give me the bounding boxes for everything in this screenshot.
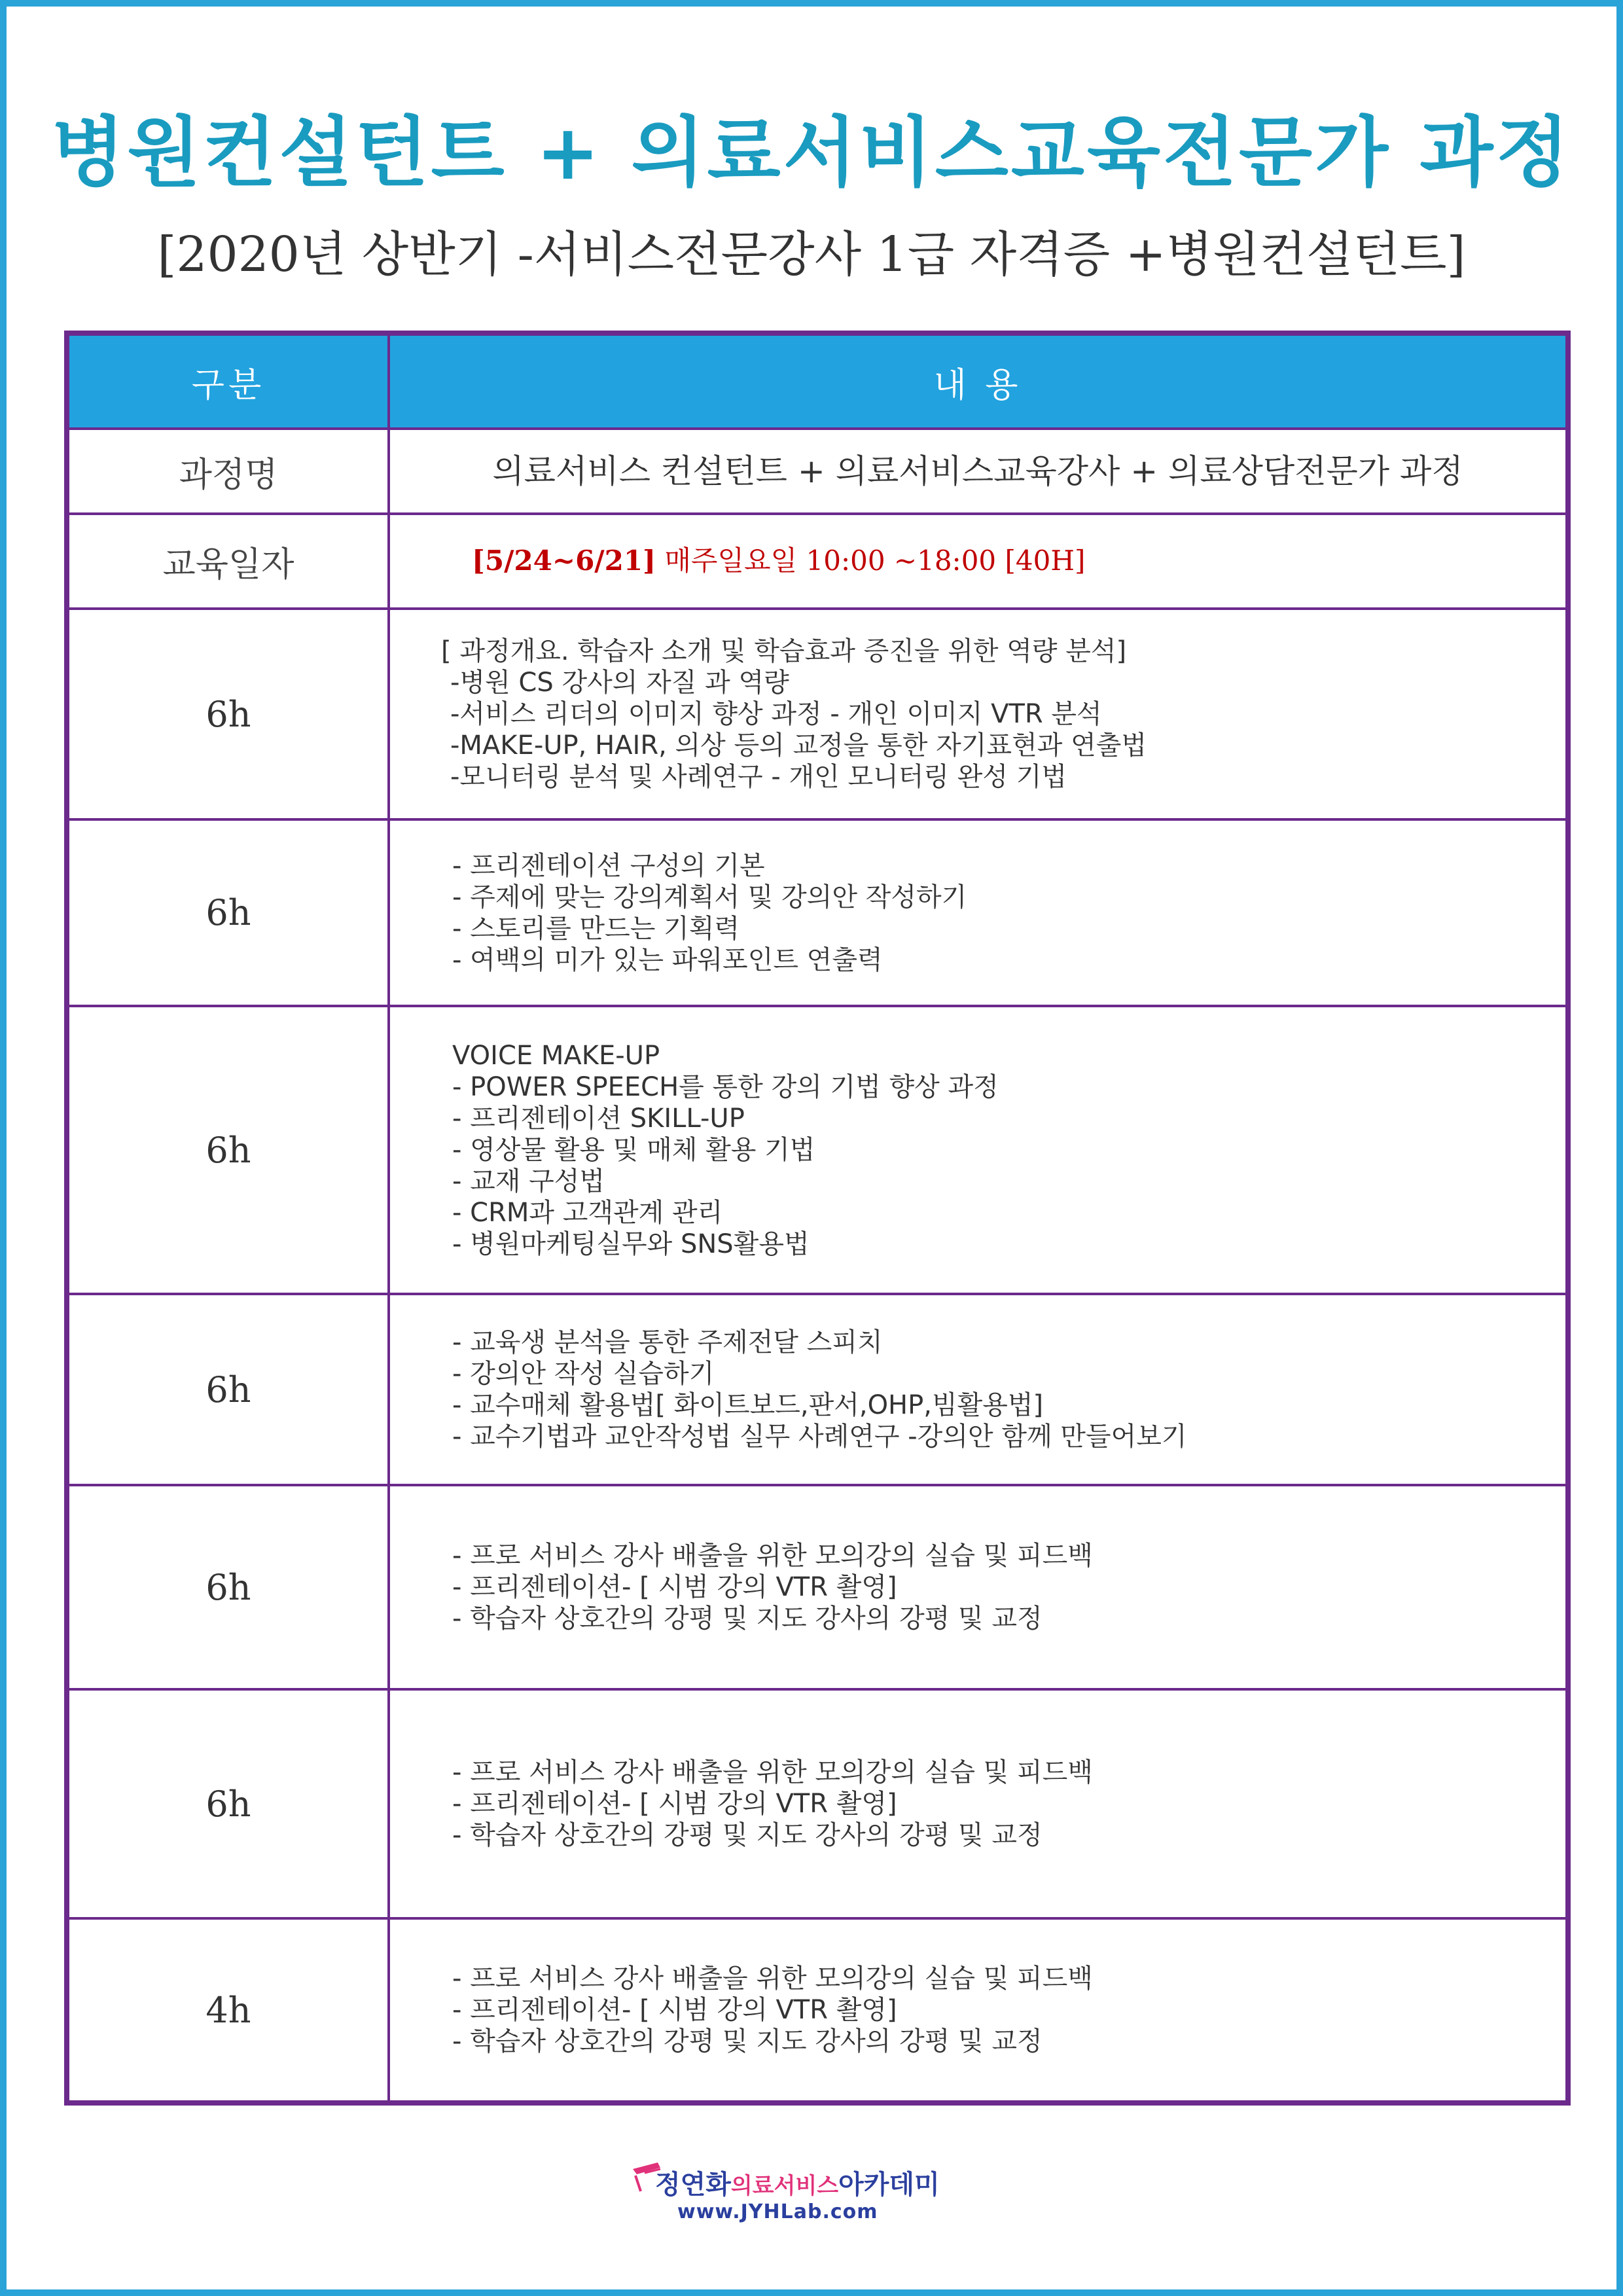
- session-row: [67, 1294, 1568, 1485]
- session-line: -모니터링 분석 및 사례연구 - 개인 모니터링 완성 기법: [450, 762, 1067, 792]
- session-row: [67, 609, 1568, 819]
- session-line: VOICE MAKE-UP: [452, 1041, 660, 1071]
- session-line: - 프로 서비스 강사 배출을 위한 모의강의 실습 및 피드백: [452, 1541, 1093, 1571]
- session-content: [389, 1485, 1568, 1689]
- session-line: - 여백의 미가 있는 파워포인트 연출력: [452, 944, 883, 975]
- session-line: - 스토리를 만드는 기획력: [452, 913, 740, 944]
- logo-end: 아카데미: [838, 2170, 940, 2200]
- session-hours: 6h: [67, 1006, 389, 1294]
- logo-url: www.JYHLab.com: [677, 2200, 878, 2223]
- session-line: - 교재 구성법: [452, 1166, 605, 1196]
- session-line: - 학습자 상호간의 강평 및 지도 강사의 강평 및 교정: [452, 2026, 1043, 2056]
- session-hours: 6h: [67, 1689, 389, 1918]
- session-line: - 프리젠테이션 구성의 기본: [452, 850, 765, 881]
- session-line: -병원 CS 강사의 자질 과 역량: [450, 668, 789, 698]
- schedule-detail: 매주일요일 10:00 ~18:00 [40H]: [655, 545, 1086, 577]
- logo-name: 정연화: [655, 2170, 731, 2200]
- logo-middle: 의료서비스: [730, 2173, 839, 2199]
- session-hours: 6h: [67, 609, 389, 819]
- academy-logo: [632, 2160, 972, 2232]
- session-line: - 강의안 작성 실습하기: [452, 1359, 715, 1389]
- session-line: - 학습자 상호간의 강평 및 지도 강사의 강평 및 교정: [452, 1820, 1043, 1850]
- header-category: 구분: [67, 333, 389, 429]
- session-line: [ 과정개요. 학습자 소개 및 학습효과 증진을 위한 역량 분석]: [441, 636, 1127, 666]
- session-line: - 프로 서비스 강사 배출을 위한 모의강의 실습 및 피드백: [452, 1757, 1093, 1787]
- session-line: - 교수기법과 교안작성법 실무 사례연구 -강의안 함께 만들어보기: [452, 1422, 1187, 1452]
- session-hours: 6h: [67, 819, 389, 1006]
- session-line: -MAKE-UP, HAIR, 의상 등의 교정을 통한 자기표현과 연출법: [450, 730, 1147, 761]
- schedule-row: [67, 514, 1568, 609]
- course-table: [64, 331, 1571, 2106]
- session-content: [389, 819, 1568, 1006]
- session-line: - 프리젠테이션- [ 시범 강의 VTR 촬영]: [452, 1789, 897, 1819]
- session-row: [67, 819, 1568, 1006]
- session-hours: 6h: [67, 1294, 389, 1485]
- logo-wordmark: [655, 2164, 940, 2201]
- table-header-row: [67, 333, 1568, 429]
- session-row: [67, 1689, 1568, 1918]
- course-name-value: 의료서비스 컨설턴트 + 의료서비스교육강사 + 의료상담전문가 과정: [389, 429, 1568, 514]
- session-hours: 6h: [67, 1485, 389, 1689]
- session-hours: 4h: [67, 1918, 389, 2103]
- session-line: - POWER SPEECH를 통한 강의 기법 향상 과정: [452, 1072, 999, 1102]
- session-content: [389, 1294, 1568, 1485]
- page-title: 병원컨설턴트 + 의료서비스교육전문가 과정: [51, 109, 1572, 197]
- session-row: [67, 1485, 1568, 1689]
- schedule-label: 교육일자: [67, 514, 389, 609]
- session-line: - CRM과 고객관계 관리: [452, 1198, 723, 1228]
- session-content: [389, 1689, 1568, 1918]
- session-line: -서비스 리더의 이미지 향상 과정 - 개인 이미지 VTR 분석: [450, 699, 1102, 729]
- header-content: 내 용: [389, 333, 1568, 429]
- schedule-value: [389, 514, 1568, 609]
- schedule-dates: [5/24~6/21]: [472, 545, 656, 577]
- session-content: [389, 1006, 1568, 1294]
- session-line: - 프리젠테이션- [ 시범 강의 VTR 촬영]: [452, 1995, 897, 2025]
- session-line: - 교육생 분석을 통한 주제전달 스피치: [452, 1327, 883, 1357]
- session-content: [389, 1918, 1568, 2103]
- course-name-row: [67, 429, 1568, 514]
- session-line: - 병원마케팅실무와 SNS활용법: [452, 1229, 810, 1259]
- page-subtitle: [2020년 상반기 -서비스전문강사 1급 자격증 +병원컨설턴트]: [157, 226, 1466, 283]
- session-line: - 프로 서비스 강사 배출을 위한 모의강의 실습 및 피드백: [452, 1964, 1093, 1994]
- session-line: - 교수매체 활용법[ 화이트보드,판서,OHP,빔활용법]: [452, 1390, 1044, 1420]
- session-content: [389, 609, 1568, 819]
- session-line: - 학습자 상호간의 강평 및 지도 강사의 강평 및 교정: [452, 1604, 1043, 1634]
- session-row: [67, 1918, 1568, 2103]
- session-line: - 영상물 활용 및 매체 활용 기법: [452, 1135, 815, 1165]
- session-row: [67, 1006, 1568, 1294]
- course-name-label: 과정명: [67, 429, 389, 514]
- session-line: - 프리젠테이션 SKILL-UP: [452, 1103, 745, 1134]
- session-line: - 주제에 맞는 강의계획서 및 강의안 작성하기: [452, 882, 967, 912]
- session-line: - 프리젠테이션- [ 시범 강의 VTR 촬영]: [452, 1572, 897, 1602]
